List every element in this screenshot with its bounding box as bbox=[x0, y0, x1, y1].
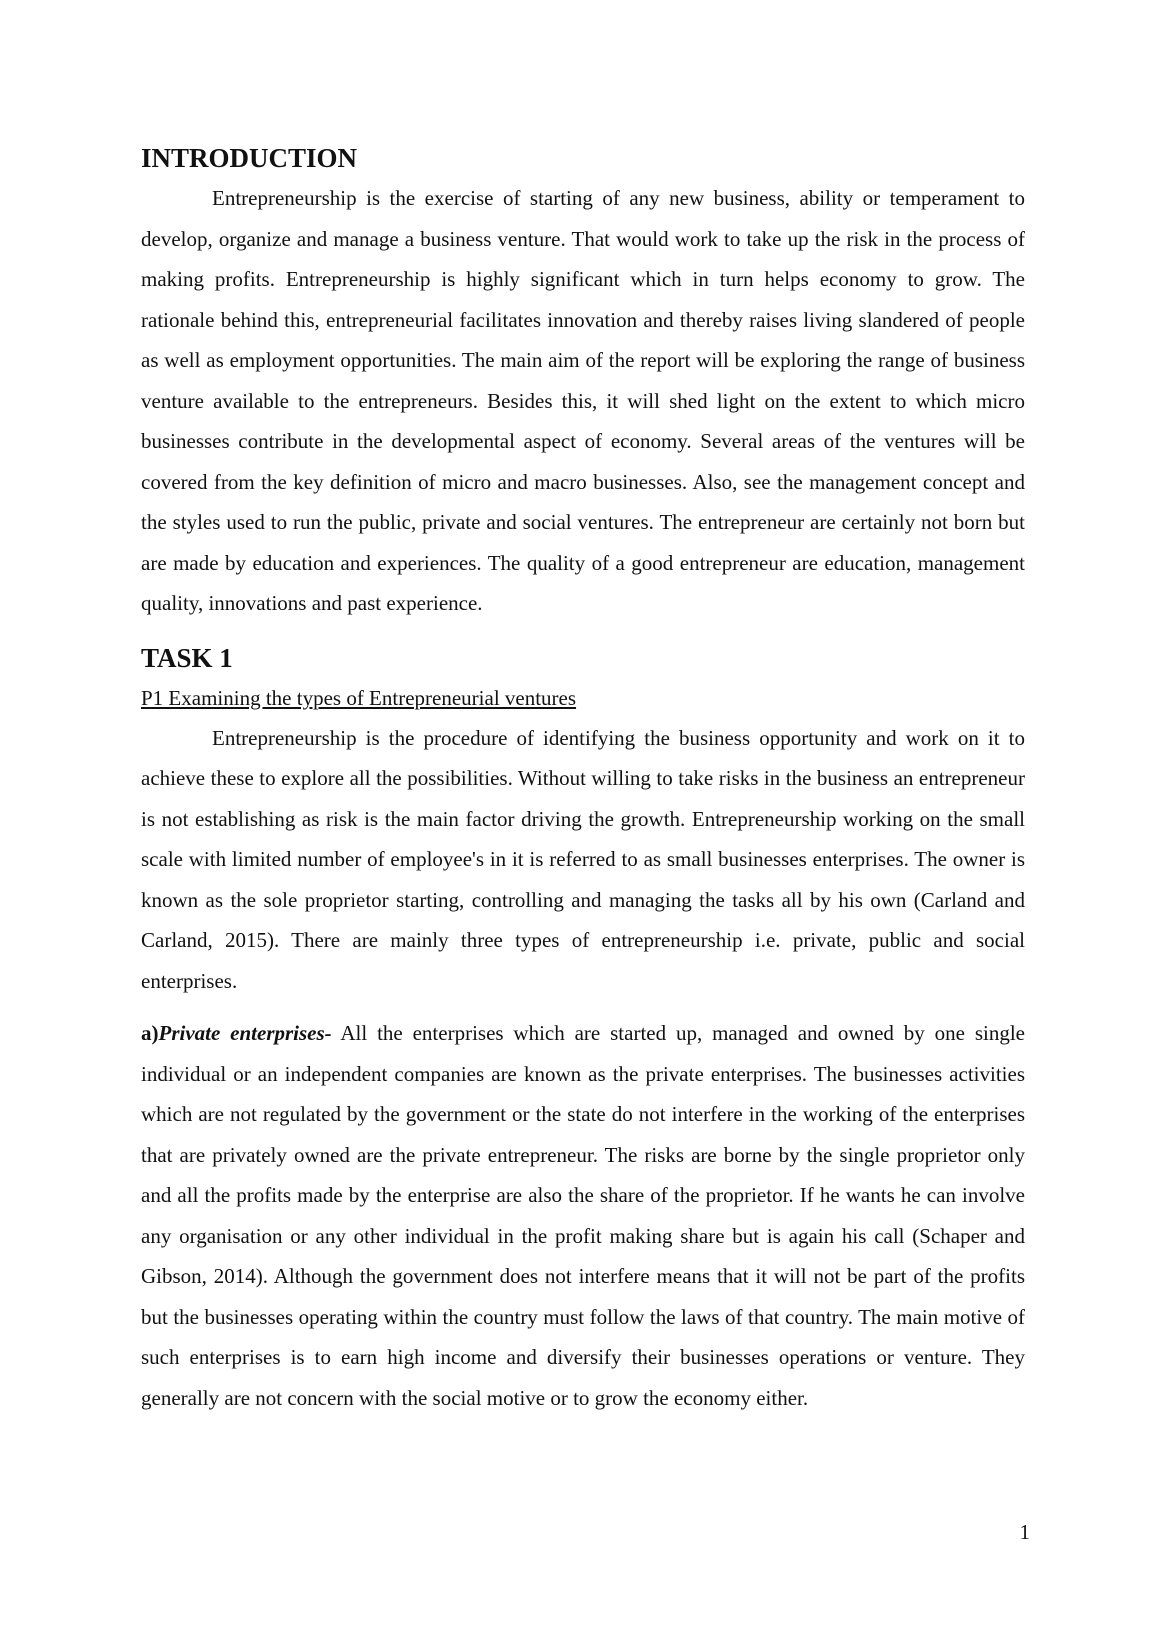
document-page bbox=[141, 138, 1025, 1418]
page-number: 1 bbox=[1019, 1520, 1030, 1544]
introduction-heading: INTRODUCTION bbox=[141, 143, 358, 173]
section-a-label: a) bbox=[141, 1021, 159, 1045]
task1-heading: TASK 1 bbox=[141, 642, 233, 673]
private-enterprises-text: All the enterprises which are started up, managed and owned by one single individual or an independent companies are known as the private enterprises. The businesses activities which are not regulated by the government or the state do not interfere in the working of the enterprises that are privately owned are the private entrepreneur. The risks are borne by the single proprietor only and all the profits made by the enterprise are also the share of the proprietor. If he wants he can involve any organisation or any other individual in the profit making share but is again his call (Schaper and Gibson, 2014). Although the government does not interfere means that it will not be part of the profits but the businesses operating within the country must follow the laws of that country. The main motive of such enterprises is to earn high income and diversify their businesses operations or venture. They generally are not concern with the social motive or to grow the economy either. bbox=[141, 1021, 1025, 1410]
task1-paragraph: Entrepreneurship is the procedure of identifying the business opportunity and work on it to achieve these to explore all the possibilities. Without willing to take risks in the business an entrepreneur is not establishing as risk is the main factor driving the growth. Entrepreneurship working on the small scale with limited number of employee's in it is referred to as small businesses enterprises. The owner is known as the sole proprietor starting, controlling and managing the tasks all by his own (Carland and Carland, 2015). There are mainly three types of entrepreneurship i.e. private, public and social enterprises. bbox=[141, 725, 1025, 993]
task1-subheading: P1 Examining the types of Entrepreneurial ventures bbox=[141, 685, 577, 710]
private-enterprises-term: Private enterprises- bbox=[158, 1021, 332, 1045]
private-enterprises-paragraph bbox=[141, 1013, 1025, 1418]
introduction-paragraph: Entrepreneurship is the exercise of starting of any new business, ability or temperament to develop, organize and manage a business venture. That would work to take up the risk in the process of making profits. Entrepreneurship is highly significant which in turn helps economy to grow. The rationale behind this, entrepreneurial facilitates innovation and thereby raises living slandered of people as well as employment opportunities. The main aim of the report will be exploring the range of business venture available to the entrepreneurs. Besides this, it will shed light on the extent to which micro businesses contribute in the developmental aspect of economy. Several areas of the ventures will be covered from the key definition of micro and macro businesses. Also, see the management concept and the styles used to run the public, private and social ventures. The entrepreneur are certainly not born but are made by education and experiences. The quality of a good entrepreneur are education, management quality, innovations and past experience. bbox=[141, 186, 1025, 615]
